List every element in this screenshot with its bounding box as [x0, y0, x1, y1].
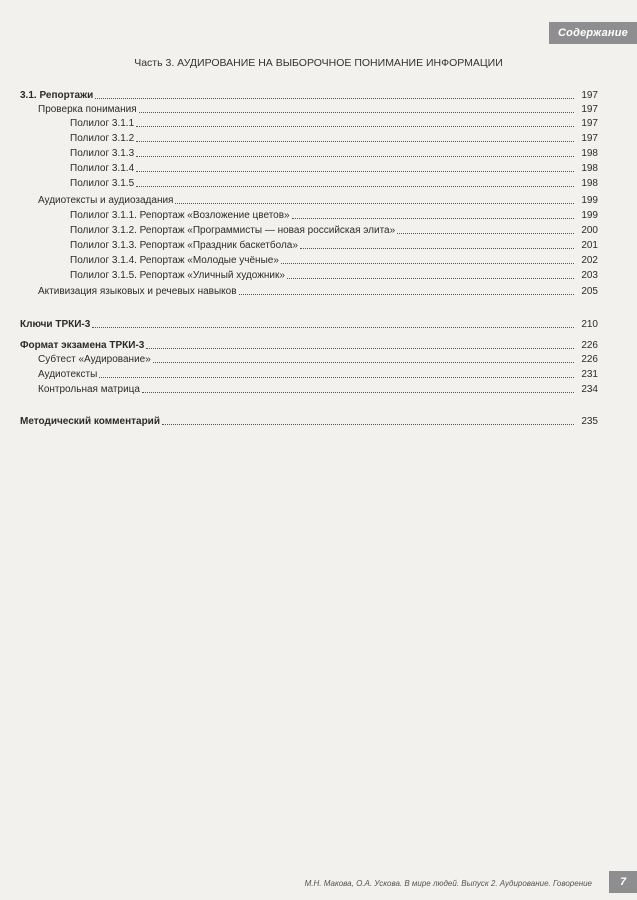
toc-entry-label[interactable]: Полилог 3.1.5 — [70, 178, 135, 189]
toc-entry-page: 202 — [581, 255, 598, 266]
toc-entry-label[interactable]: Активизация языковых и речевых навыков — [38, 286, 237, 297]
leader-dots — [136, 156, 574, 157]
toc-entry-label[interactable]: Методический комментарий — [20, 416, 160, 427]
leader-dots — [287, 278, 574, 279]
toc-entry-page: 198 — [581, 178, 598, 189]
toc-entry-label[interactable]: Полилог 3.1.5. Репортаж «Уличный художник» — [70, 270, 285, 281]
toc-entry-page: 199 — [581, 195, 598, 206]
leader-dots — [92, 327, 574, 328]
toc-entry-page: 231 — [581, 369, 598, 380]
toc-entry-page: 226 — [581, 354, 598, 365]
leader-dots — [136, 186, 574, 187]
leader-dots — [300, 248, 574, 249]
leader-dots — [146, 348, 574, 349]
toc-entry-page: 197 — [581, 118, 598, 129]
toc-entry-page: 199 — [581, 210, 598, 221]
toc-entry-page: 203 — [581, 270, 598, 281]
footer-citation: М.Н. Макова, О.А. Ускова. В мире людей. Выпуск 2. Аудирование. Говорение — [304, 879, 592, 888]
toc-entry-page: 198 — [581, 163, 598, 174]
toc-entry-label[interactable]: Формат экзамена ТРКИ-3 — [20, 340, 145, 351]
toc-entry-page: 197 — [581, 104, 598, 115]
toc-entry-page: 210 — [581, 319, 598, 330]
toc-entry-label[interactable]: Субтест «Аудирование» — [38, 354, 151, 365]
section-tab: Содержание — [549, 22, 637, 44]
part-title: Часть 3. АУДИРОВАНИЕ НА ВЫБОРОЧНОЕ ПОНИМАНИЕ ИНФОРМАЦИИ — [134, 57, 503, 69]
toc-entry-label[interactable]: Аудиотексты и аудиозадания — [38, 195, 174, 206]
toc-entry-page: 197 — [581, 133, 598, 144]
leader-dots — [136, 171, 574, 172]
leader-dots — [153, 362, 574, 363]
toc-entry-label[interactable]: Полилог 3.1.4 — [70, 163, 135, 174]
toc-entry-page: 198 — [581, 148, 598, 159]
toc-entry-page: 200 — [581, 225, 598, 236]
leader-dots — [281, 263, 574, 264]
toc-entry-page: 226 — [581, 340, 598, 351]
toc-entry-label[interactable]: Аудиотексты — [38, 369, 98, 380]
leader-dots — [99, 377, 574, 378]
toc-entry-label[interactable]: Полилог 3.1.3 — [70, 148, 135, 159]
page-number: 7 — [609, 871, 637, 893]
toc-entry-page: 205 — [581, 286, 598, 297]
toc-entry-page: 201 — [581, 240, 598, 251]
leader-dots — [136, 126, 574, 127]
toc-entry-label[interactable]: Полилог 3.1.4. Репортаж «Молодые учёные» — [70, 255, 279, 266]
toc-entry-label[interactable]: 3.1. Репортажи — [20, 90, 94, 101]
leader-dots — [292, 218, 574, 219]
toc-entry-page: 234 — [581, 384, 598, 395]
toc-entry-label[interactable]: Ключи ТРКИ-3 — [20, 319, 91, 330]
toc-entry-label[interactable]: Полилог 3.1.2. Репортаж «Программисты — новая российская элита» — [70, 225, 396, 236]
leader-dots — [397, 233, 574, 234]
toc-entry-page: 235 — [581, 416, 598, 427]
leader-dots — [175, 203, 574, 204]
toc-entry-label[interactable]: Полилог 3.1.1. Репортаж «Возложение цветов» — [70, 210, 290, 221]
leader-dots — [162, 424, 574, 425]
toc-entry-label[interactable]: Полилог 3.1.3. Репортаж «Праздник баскетбола» — [70, 240, 298, 251]
leader-dots — [95, 98, 574, 99]
leader-dots — [139, 112, 574, 113]
toc-entry-label[interactable]: Проверка понимания — [38, 104, 137, 115]
toc-entry-page: 197 — [581, 90, 598, 101]
toc-entry-label[interactable]: Контрольная матрица — [38, 384, 140, 395]
toc-entry-label[interactable]: Полилог 3.1.2 — [70, 133, 135, 144]
leader-dots — [136, 141, 574, 142]
leader-dots — [239, 294, 574, 295]
leader-dots — [142, 392, 574, 393]
toc-entry-label[interactable]: Полилог 3.1.1 — [70, 118, 135, 129]
